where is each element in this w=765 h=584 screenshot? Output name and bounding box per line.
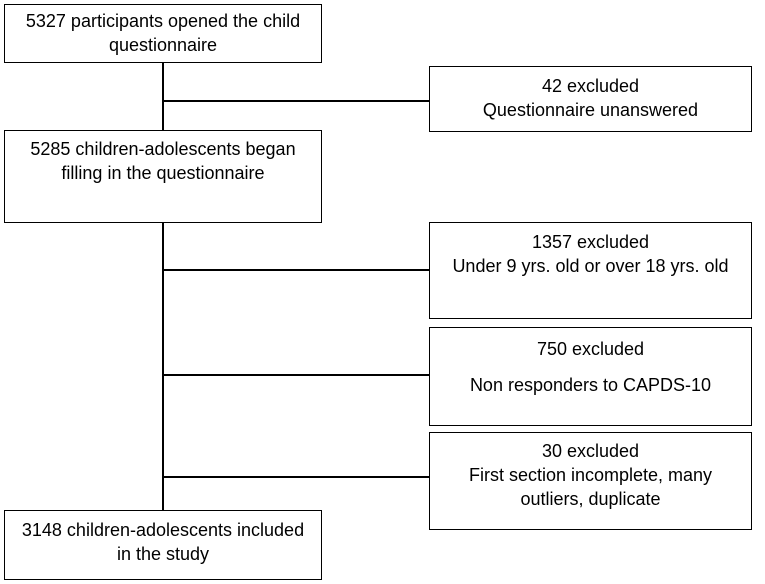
exclusion-box-1: [429, 66, 752, 132]
connector-began-to-included: [162, 223, 164, 511]
exclusion-box-2: [429, 222, 752, 319]
exclusion-2-count: 1357 excluded: [531, 232, 650, 252]
began-line-2: filling in the questionnaire: [61, 163, 265, 183]
began-box: [4, 130, 322, 223]
connector-to-excl-1: [163, 100, 430, 102]
began-line-1: 5285 children-adolescents began: [30, 139, 296, 159]
exclusion-3-reason: Non responders to CAPDS-10: [469, 375, 712, 395]
included-box: [4, 510, 322, 580]
exclusion-box-4: [429, 432, 752, 530]
start-box: [4, 4, 322, 63]
connector-to-excl-4: [163, 476, 430, 478]
exclusion-1-count: 42 excluded: [541, 76, 640, 96]
exclusion-box-3: [429, 327, 752, 426]
included-line-2: in the study: [116, 544, 210, 564]
connector-to-excl-3: [163, 374, 430, 376]
connector-start-to-began: [162, 62, 164, 131]
exclusion-1-reason: Questionnaire unanswered: [482, 100, 699, 120]
included-line-1: 3148 children-adolescents included: [21, 520, 305, 540]
start-line-1: 5327 participants opened the child: [25, 11, 301, 31]
exclusion-4-reason-line-2: outliers, duplicate: [520, 489, 661, 509]
connector-to-excl-2: [163, 269, 430, 271]
exclusion-4-reason-line-1: First section incomplete, many: [468, 465, 713, 485]
exclusion-3-count: 750 excluded: [536, 339, 645, 359]
start-line-2: questionnaire: [108, 35, 218, 55]
exclusion-4-count: 30 excluded: [541, 441, 640, 461]
exclusion-2-reason: Under 9 yrs. old or over 18 yrs. old: [452, 256, 729, 276]
